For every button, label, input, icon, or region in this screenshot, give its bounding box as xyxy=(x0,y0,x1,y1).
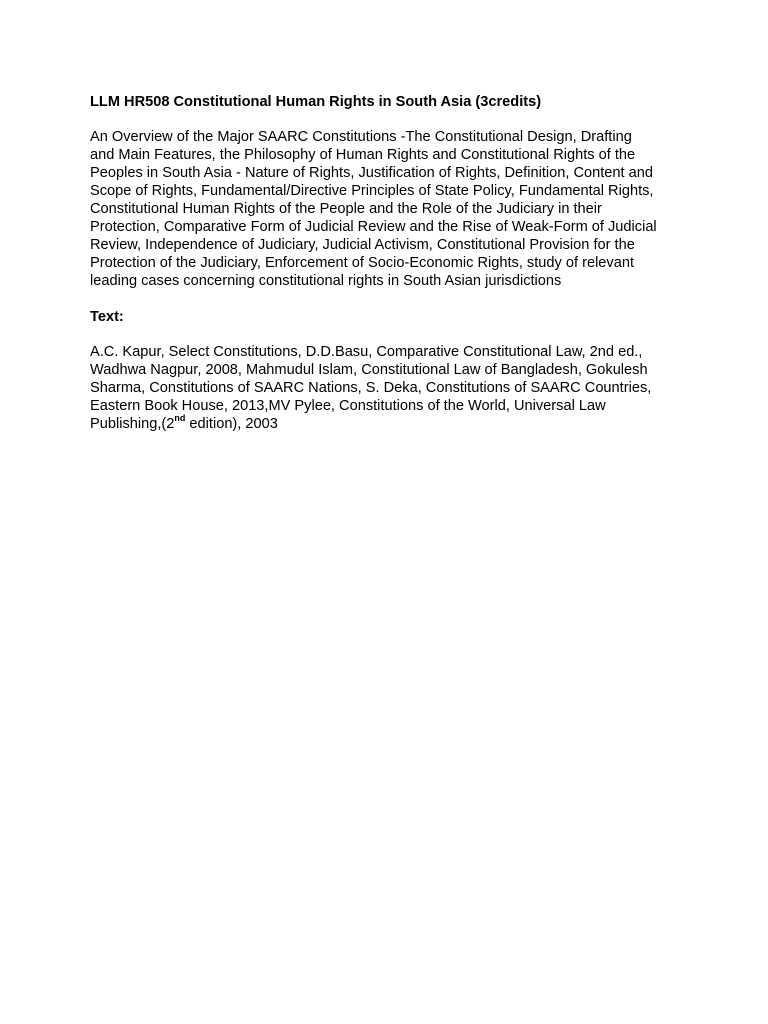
text-line-suffix: edition), 2003 xyxy=(185,416,278,432)
text-heading: Text: xyxy=(90,309,124,325)
overview-line: Protection of the Judiciary, Enforcement of Socio-Economic Rights, study of relevant xyxy=(90,255,635,271)
overview-line: Protection, Comparative Form of Judicial Review and the Rise of Weak-Form of Judicial xyxy=(90,219,657,235)
text-line: Wadhwa Nagpur, 2008, Mahmudul Islam, Constitutional Law of Bangladesh, Gokulesh xyxy=(90,362,648,378)
text-paragraph xyxy=(90,343,690,433)
ordinal-superscript: nd xyxy=(174,413,186,424)
overview-line: and Main Features, the Philosophy of Human Rights and Constitutional Rights of the xyxy=(90,147,636,163)
overview-line: Scope of Rights, Fundamental/Directive Principles of State Policy, Fundamental Rights, xyxy=(90,183,654,199)
text-line: A.C. Kapur, Select Constitutions, D.D.Basu, Comparative Constitutional Law, 2nd ed., xyxy=(90,344,643,360)
text-line: Sharma, Constitutions of SAARC Nations, S. Deka, Constitutions of SAARC Countries, xyxy=(90,380,652,396)
course-title: LLM HR508 Constitutional Human Rights in South Asia (3credits) xyxy=(90,94,542,110)
text-line: Eastern Book House, 2013,MV Pylee, Constitutions of the World, Universal Law xyxy=(90,398,606,414)
overview-line: Constitutional Human Rights of the People and the Role of the Judiciary in their xyxy=(90,201,602,217)
text-line-last xyxy=(90,415,690,433)
overview-paragraph xyxy=(90,128,690,290)
overview-line: Review, Independence of Judiciary, Judicial Activism, Constitutional Provision for the xyxy=(90,237,635,253)
overview-line: leading cases concerning constitutional rights in South Asian jurisdictions xyxy=(90,273,562,289)
overview-line: An Overview of the Major SAARC Constitutions -The Constitutional Design, Drafting xyxy=(90,129,632,145)
document-content xyxy=(90,93,690,433)
text-line-prefix: Publishing,(2 xyxy=(90,416,175,432)
overview-line: Peoples in South Asia - Nature of Rights, Justification of Rights, Definition, Content and xyxy=(90,165,653,181)
